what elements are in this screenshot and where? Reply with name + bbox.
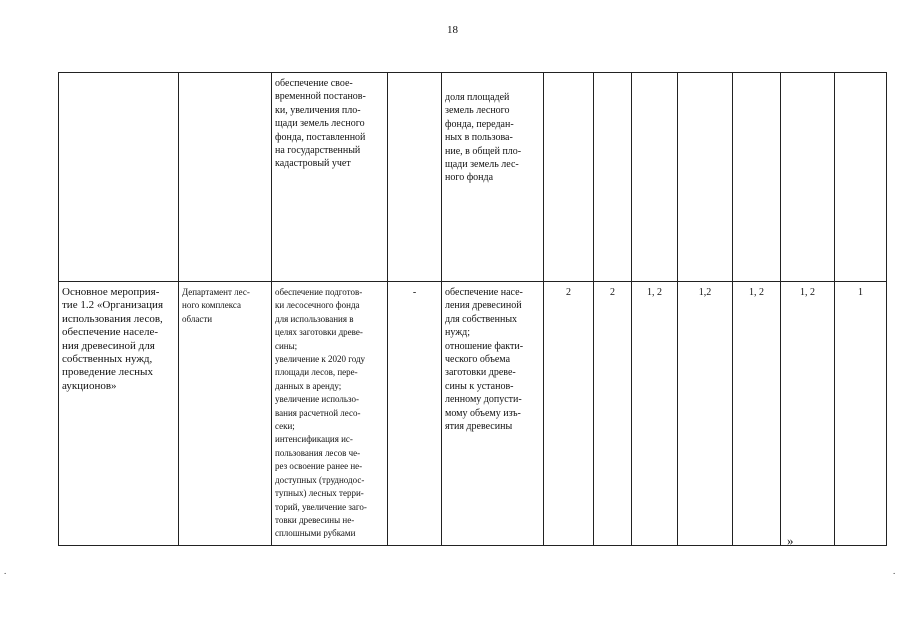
- scan-edge-mark-left: .: [4, 566, 7, 576]
- cell-text: обеспечение насе- ления древесиной для собственных нужд; отношение факти- ческого объема заготовки древе- сины к установ- ленному допусти- мому объему изъ- ятия древесины: [445, 287, 524, 433]
- cell-indicator: [442, 282, 544, 546]
- cell-text: 1: [858, 287, 863, 298]
- cell-value: [544, 282, 594, 546]
- cell-text: доля площадей земель лесного фонда, передан- ных в пользова- ние, в общей пло- щади земель лес- ного фонда: [445, 92, 522, 184]
- cell-value: [733, 282, 781, 546]
- cell-value: [781, 73, 835, 282]
- cell-text: -: [412, 287, 417, 298]
- cell-value: [835, 282, 887, 546]
- document-table: [58, 72, 887, 546]
- cell-value: [835, 73, 887, 282]
- cell-value: [678, 282, 733, 546]
- cell-text: 2: [566, 287, 571, 298]
- scan-edge-mark-right: .: [893, 566, 896, 576]
- cell-value: [544, 73, 594, 282]
- cell-value: [594, 282, 632, 546]
- cell-text: 1,2: [698, 287, 712, 298]
- table-row: [59, 73, 887, 282]
- cell-text: 2: [610, 287, 615, 298]
- cell-value: [632, 282, 678, 546]
- cell-expected-result: [272, 73, 388, 282]
- cell-executor: [179, 73, 272, 282]
- cell-activity-name: [59, 73, 179, 282]
- cell-activity-name: [59, 282, 179, 546]
- closing-quote: »: [787, 533, 794, 548]
- cell-expected-result: [272, 282, 388, 546]
- cell-value: [733, 73, 781, 282]
- cell-text: обеспечение свое- временной постанов- ки, увеличения пло- щади земель лесного фонда, поставленной на государственный кадастровый учет: [275, 78, 366, 170]
- cell-text: 1, 2: [647, 287, 662, 298]
- cell-value: [781, 282, 835, 546]
- cell-text: Департамент лес- ного комплекса области: [182, 287, 250, 324]
- cell-indicator: [442, 73, 544, 282]
- cell-consequences: [388, 73, 442, 282]
- cell-text: Основное мероприя- тие 1.2 «Организация использования лесов, обеспечение населе- ния древесиной для собственных нужд, проведение лесных аукционов»: [62, 286, 163, 392]
- cell-executor: [179, 282, 272, 546]
- cell-consequences: [388, 282, 442, 546]
- cell-text: 1, 2: [800, 287, 815, 298]
- page-number: 18: [447, 24, 458, 36]
- cell-text: 1, 2: [749, 287, 764, 298]
- cell-text: обеспечение подготов- ки лесосечного фонда для использования в целях заготовки древе- сины; увеличение к 2020 году площади лесов, пере- данных в аренду; увеличение использо- вания расчетной лесо- секи; интенсификация ис- пользования лесов че- рез освоение ранее не- доступных (труднодос- тупных) лесных терри- торий, увеличение заго- товки древесины не- сплошными рубками: [275, 287, 367, 539]
- cell-value: [678, 73, 733, 282]
- cell-value: [594, 73, 632, 282]
- table-row: [59, 282, 887, 546]
- cell-value: [632, 73, 678, 282]
